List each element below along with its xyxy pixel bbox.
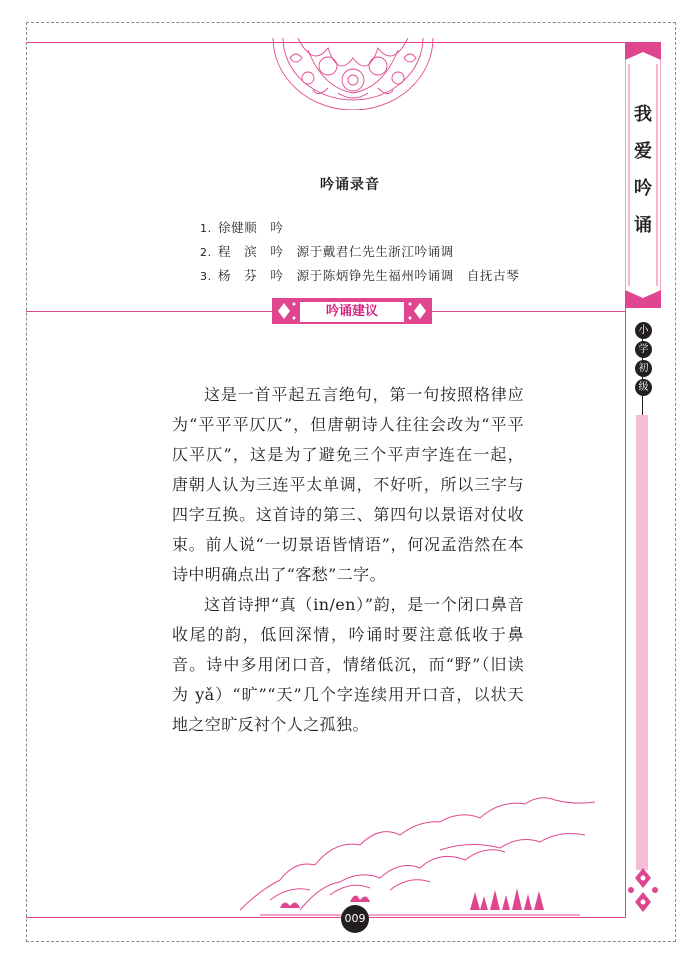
page-number: 009 bbox=[341, 905, 369, 933]
sidebar-pattern-icon bbox=[626, 866, 660, 916]
floral-ornament bbox=[268, 38, 438, 110]
section-banner-label: 吟诵建议 bbox=[300, 302, 404, 322]
level-badge: 初 bbox=[635, 360, 652, 377]
level-badge: 学 bbox=[635, 341, 652, 358]
recording-title: 吟诵录音 bbox=[320, 177, 380, 193]
mountain-landscape bbox=[240, 790, 600, 918]
level-badges bbox=[635, 322, 653, 398]
mid-rule-left bbox=[26, 311, 272, 312]
level-badge: 级 bbox=[635, 379, 652, 396]
list-item: 3. 杨 芬 吟 源于陈炳铮先生福州吟诵调 自抚古琴 bbox=[200, 268, 520, 283]
mid-rule-right bbox=[432, 311, 625, 312]
list-item: 2. 程 滨 吟 源于戴君仁先生浙江吟诵调 bbox=[200, 244, 454, 259]
body-text bbox=[172, 380, 524, 740]
paragraph: 这首诗押“真（in/en）”韵，是一个闭口鼻音收尾的韵，低回深情，吟诵时要注意低收于鼻音。诗中多用闭口音，情绪低沉，而“野”（旧读为 yǎ）“旷”“天”几个字连续用开口音，以状天地之空旷反衬个人之孤独。 bbox=[172, 595, 524, 734]
level-badge: 小 bbox=[635, 322, 652, 339]
recording-list bbox=[200, 216, 519, 288]
sidebar-title: 我 爱 吟 诵 bbox=[634, 104, 652, 236]
sidebar-strip bbox=[636, 415, 648, 870]
paragraph: 这是一首平起五言绝句，第一句按照格律应为“平平平仄仄”，但唐朝诗人往往会改为“平平仄平仄”，这是为了避免三个平声字连在一起，唐朝人认为三连平太单调，不好听，所以三字与四字互换。这首诗的第三、第四句以景语对仗收束。前人说“一切景语皆情语”，何况孟浩然在本诗中明确点出了“客愁”二字。 bbox=[172, 385, 524, 584]
list-item: 1. 徐健顺 吟 bbox=[200, 220, 284, 235]
